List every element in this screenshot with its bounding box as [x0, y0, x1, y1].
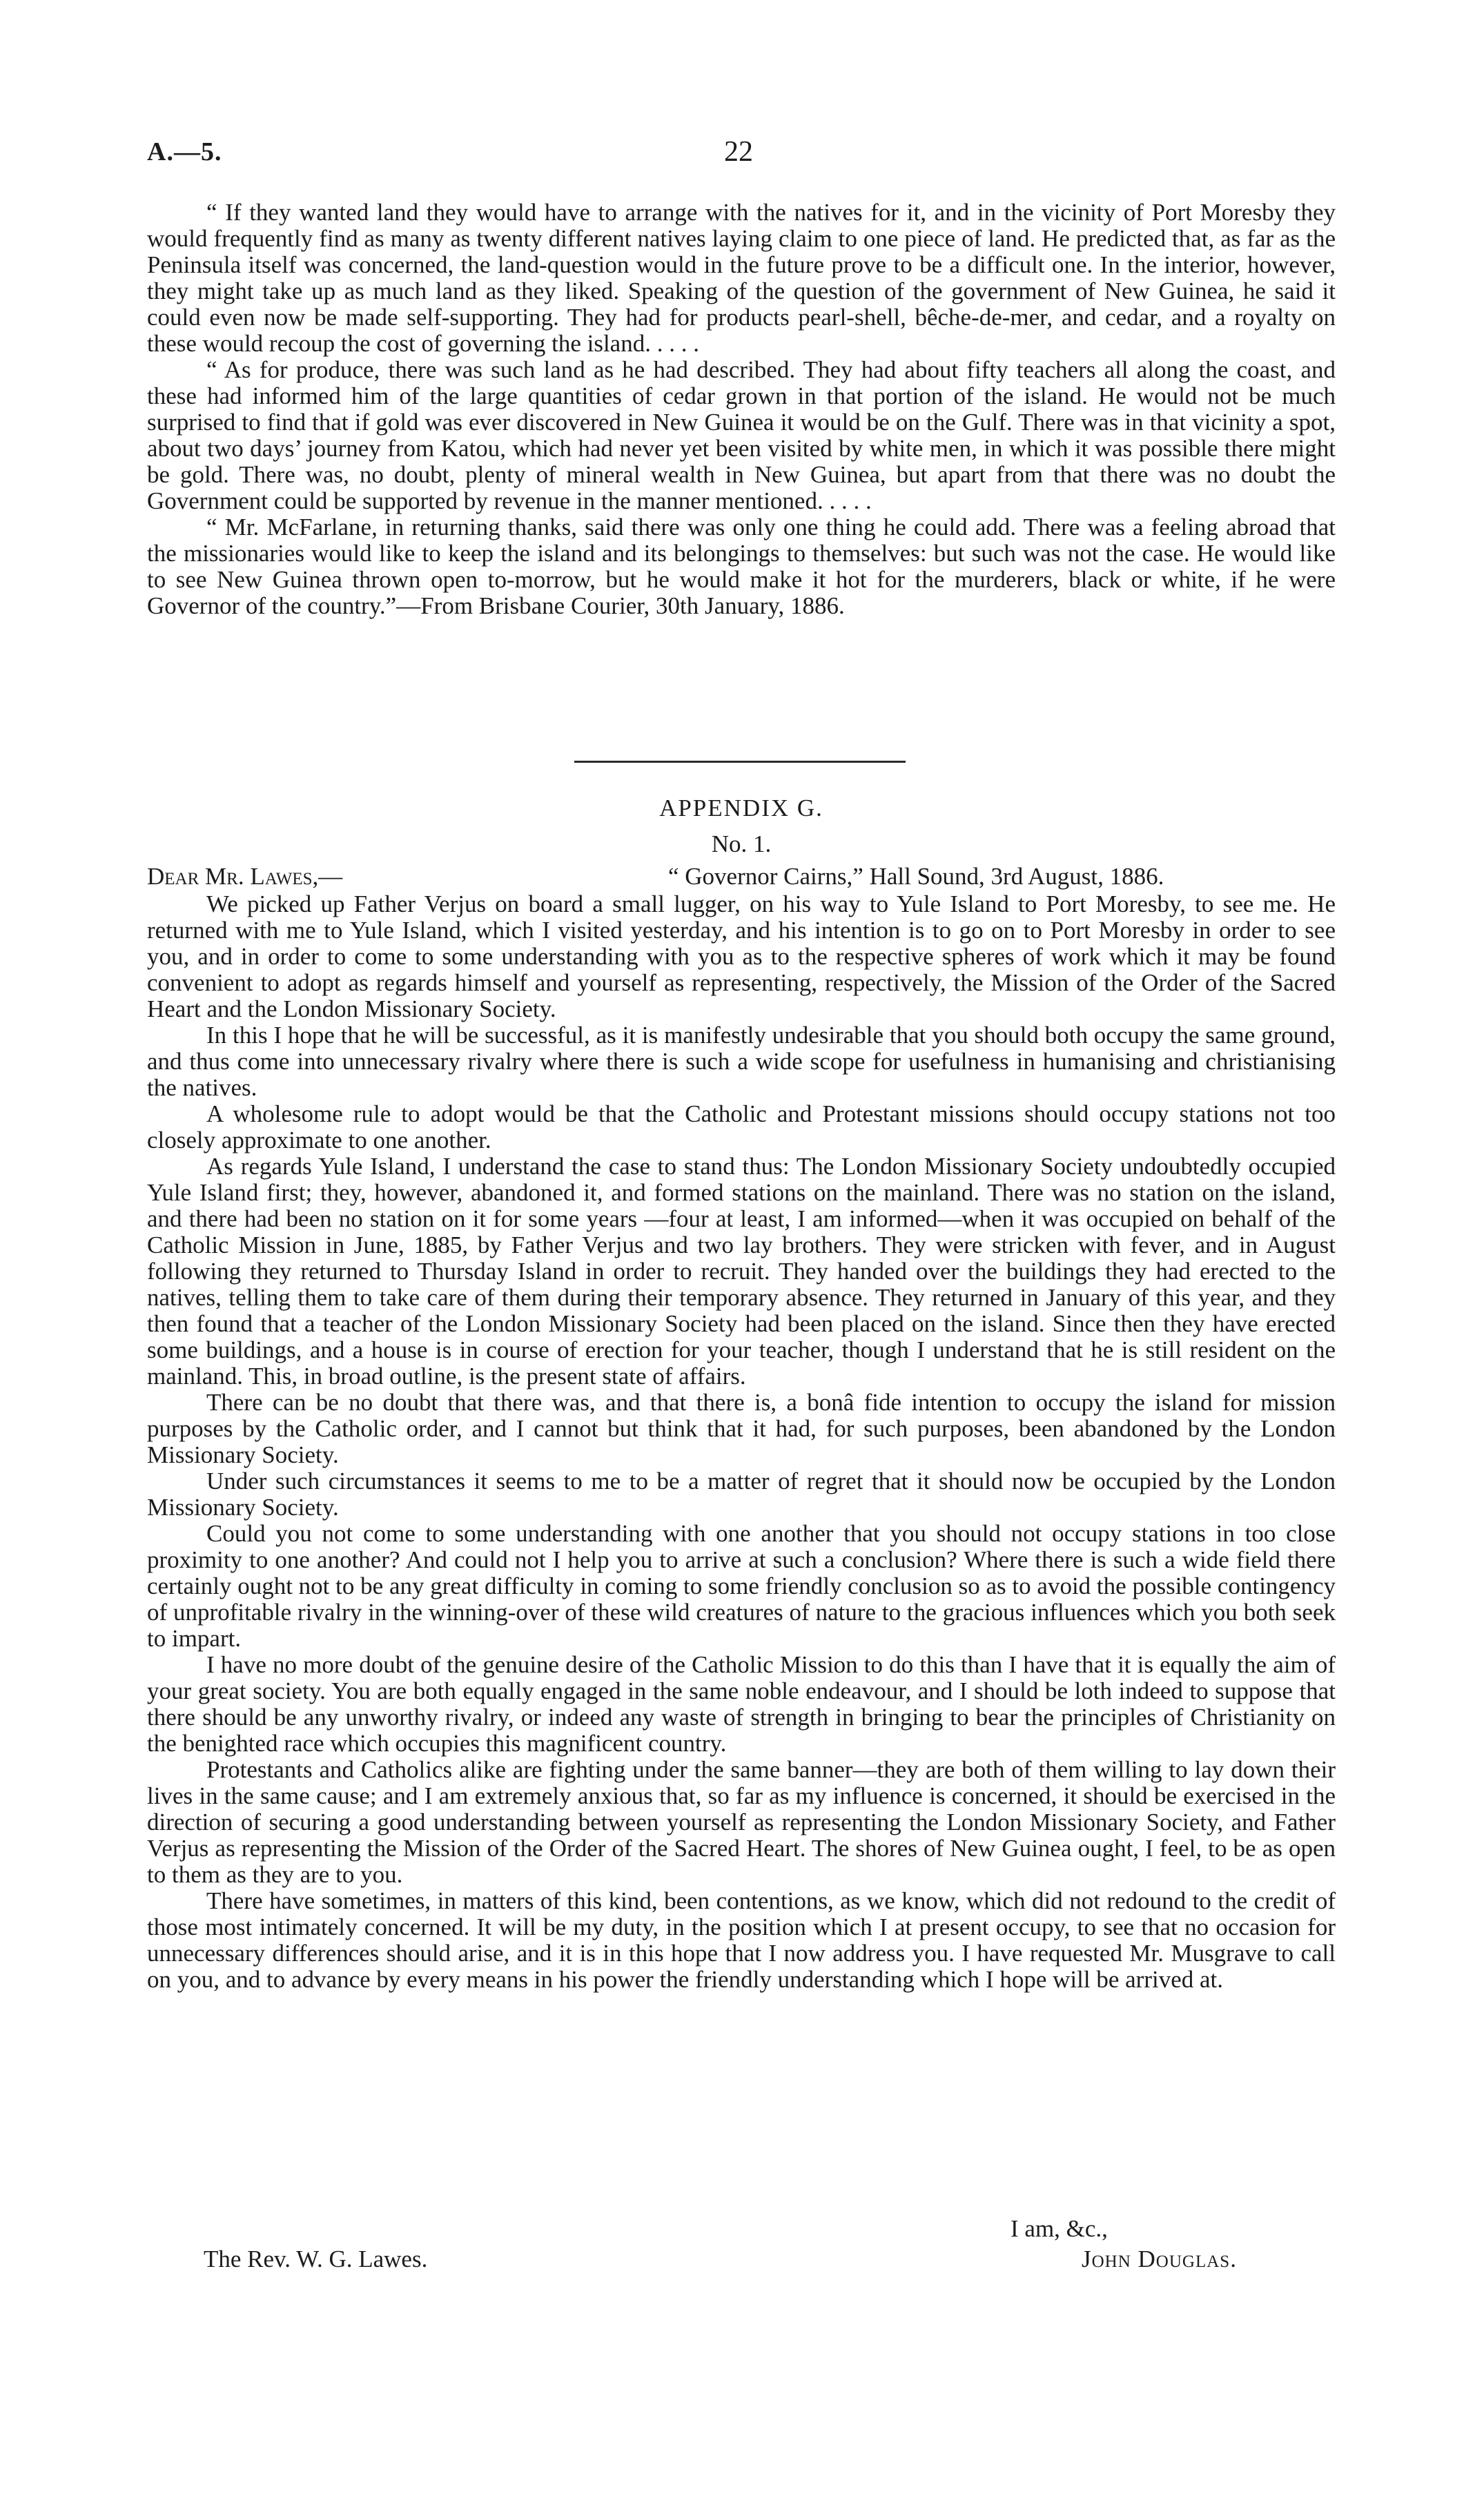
- letter-salutation: Dear Mr. Lawes,—: [147, 863, 343, 890]
- letter-paragraph: There can be no doubt that there was, and that there is, a bonâ fide intention to occupy the island for mission purposes by the Catholic order, and I cannot but think that it had, for such purposes, been abandoned by the London Missionary Society.: [147, 1389, 1336, 1468]
- newspaper-extract: [147, 199, 1336, 619]
- letter-paragraph: Could you not come to some understanding with one another that you should not occupy stations in too close proximity to one another? And could not I help you to arrive at such a conclusion? Where there is such a wide field there certainly ought not to be any great difficulty in coming to some friendly conclusion so as to avoid the possible contingency of unprofitable rivalry in the winning-over of these wild creatures of nature to the gracious influences which you both seek to impart.: [147, 1520, 1336, 1652]
- extract-paragraph: “ Mr. McFarlane, in returning thanks, said there was only one thing he could add. There was a feeling abroad that the missionaries would like to keep the island and its belongings to themselves: but such was not the case. He would like to see New Guinea thrown open to-morrow, but he would make it hot for the murderers, black or white, if he were Governor of the country.”—From Brisbane Courier, 30th January, 1886.: [147, 514, 1336, 619]
- document-reference: A.—5.: [147, 137, 222, 166]
- letter-paragraph: Under such circumstances it seems to me to be a matter of regret that it should now be occupied by the London Missionary Society.: [147, 1468, 1336, 1521]
- page-number: 22: [724, 136, 753, 168]
- extract-paragraph: “ If they wanted land they would have to arrange with the natives for it, and in the vicinity of Port Moresby they would frequently find as many as twenty different natives laying claim to one piece of land. He predicted that, as far as the Peninsula itself was concerned, the land-question would in the future prove to be a difficult one. In the interior, however, they might take up as much land as they liked. Speaking of the question of the government of New Guinea, he said it could even now be made self-supporting. They had for products pearl-shell, bêche-de-mer, and cedar, and a royalty on these would recoup the cost of governing the island. . . . .: [147, 199, 1336, 357]
- letter-body: [147, 891, 1336, 1993]
- letter-addressee: The Rev. W. G. Lawes.: [204, 2246, 428, 2272]
- letter-closing: I am, &c.,: [1011, 2215, 1108, 2242]
- letter-paragraph: There have sometimes, in matters of this kind, been contentions, as we know, which did not redound to the credit of those most intimately concerned. It will be my duty, in the position which I at present occupy, to see that no occasion for unnecessary differences should arise, and it is in this hope that I now address you. I have requested Mr. Musgrave to call on you, and to advance by every means in his power the friendly understanding which I hope will be arrived at.: [147, 1887, 1336, 1993]
- letter-paragraph: In this I hope that he will be successful, as it is manifestly undesirable that you should both occupy the same ground, and thus come into unnecessary rivalry where there is such a wide scope for usefulness in humanising and christianising the natives.: [147, 1022, 1336, 1101]
- letter-paragraph: A wholesome rule to adopt would be that the Catholic and Protestant missions should occupy stations not too closely approximate to one another.: [147, 1100, 1336, 1153]
- extract-paragraph: “ As for produce, there was such land as he had described. They had about fifty teachers all along the coast, and these had informed him of the large quantities of cedar grown in that portion of the island. He would not be much surprised to find that if gold was ever discovered in New Guinea it would be on the Gulf. There was in that vicinity a spot, about two days’ journey from Katou, which had never yet been visited by white men, in which it was possible there might be gold. There was, no doubt, plenty of mineral wealth in New Guinea, but apart from that there was no doubt the Government could be supported by revenue in the manner mentioned. . . . .: [147, 356, 1336, 514]
- appendix-title: APPENDIX G.: [659, 795, 823, 821]
- letter-dateline: “ Governor Cairns,” Hall Sound, 3rd August, 1886.: [668, 863, 1164, 890]
- letter-signature: John Douglas.: [1082, 2246, 1237, 2272]
- section-divider: [574, 761, 906, 763]
- letter-paragraph: We picked up Father Verjus on board a small lugger, on his way to Yule Island to Port Moresby, to see me. He returned with me to Yule Island, which I visited yesterday, and his intention is to go on to Port Moresby in order to see you, and in order to come to some understanding with you as to the respective spheres of work which it may be found convenient to adopt as regards himself and yourself as representing, respectively, the Mission of the Order of the Sacred Heart and the London Missionary Society.: [147, 890, 1336, 1022]
- letter-paragraph: Protestants and Catholics alike are fighting under the same banner—they are both of them willing to lay down their lives in the same cause; and I am extremely anxious that, so far as my influence is concerned, it should be exercised in the direction of securing a good understanding between yourself as representing the London Missionary Society, and Father Verjus as representing the Mission of the Order of the Sacred Heart. The shores of New Guinea ought, I feel, to be as open to them as they are to you.: [147, 1756, 1336, 1888]
- letter-paragraph: As regards Yule Island, I understand the case to stand thus: The London Missionary Society undoubtedly occupied Yule Island first; they, however, abandoned it, and formed stations on the mainland. There was no station on the island, and there had been no station on it for some years —four at least, I am informed—when it was occupied on behalf of the Catholic Mission in June, 1885, by Father Verjus and two lay brothers. They were stricken with fever, and in August following they returned to Thursday Island in order to recruit. They handed over the buildings they had erected to the natives, telling them to take care of them during their temporary absence. They returned in January of this year, and they then found that a teacher of the London Missionary Society had been placed on the island. Since then they have erected some buildings, and a house is in course of erection for your teacher, though I understand that he is still resident on the mainland. This, in broad outline, is the present state of affairs.: [147, 1153, 1336, 1390]
- appendix-number: No. 1.: [711, 830, 772, 857]
- letter-paragraph: I have no more doubt of the genuine desire of the Catholic Mission to do this than I have that it is equally the aim of your great society. You are both equally engaged in the same noble endeavour, and I should be loth indeed to suppose that there should be any unworthy rivalry, or indeed any waste of strength in bringing to bear the principles of Christianity on the benighted race which occupies this magnificent country.: [147, 1651, 1336, 1757]
